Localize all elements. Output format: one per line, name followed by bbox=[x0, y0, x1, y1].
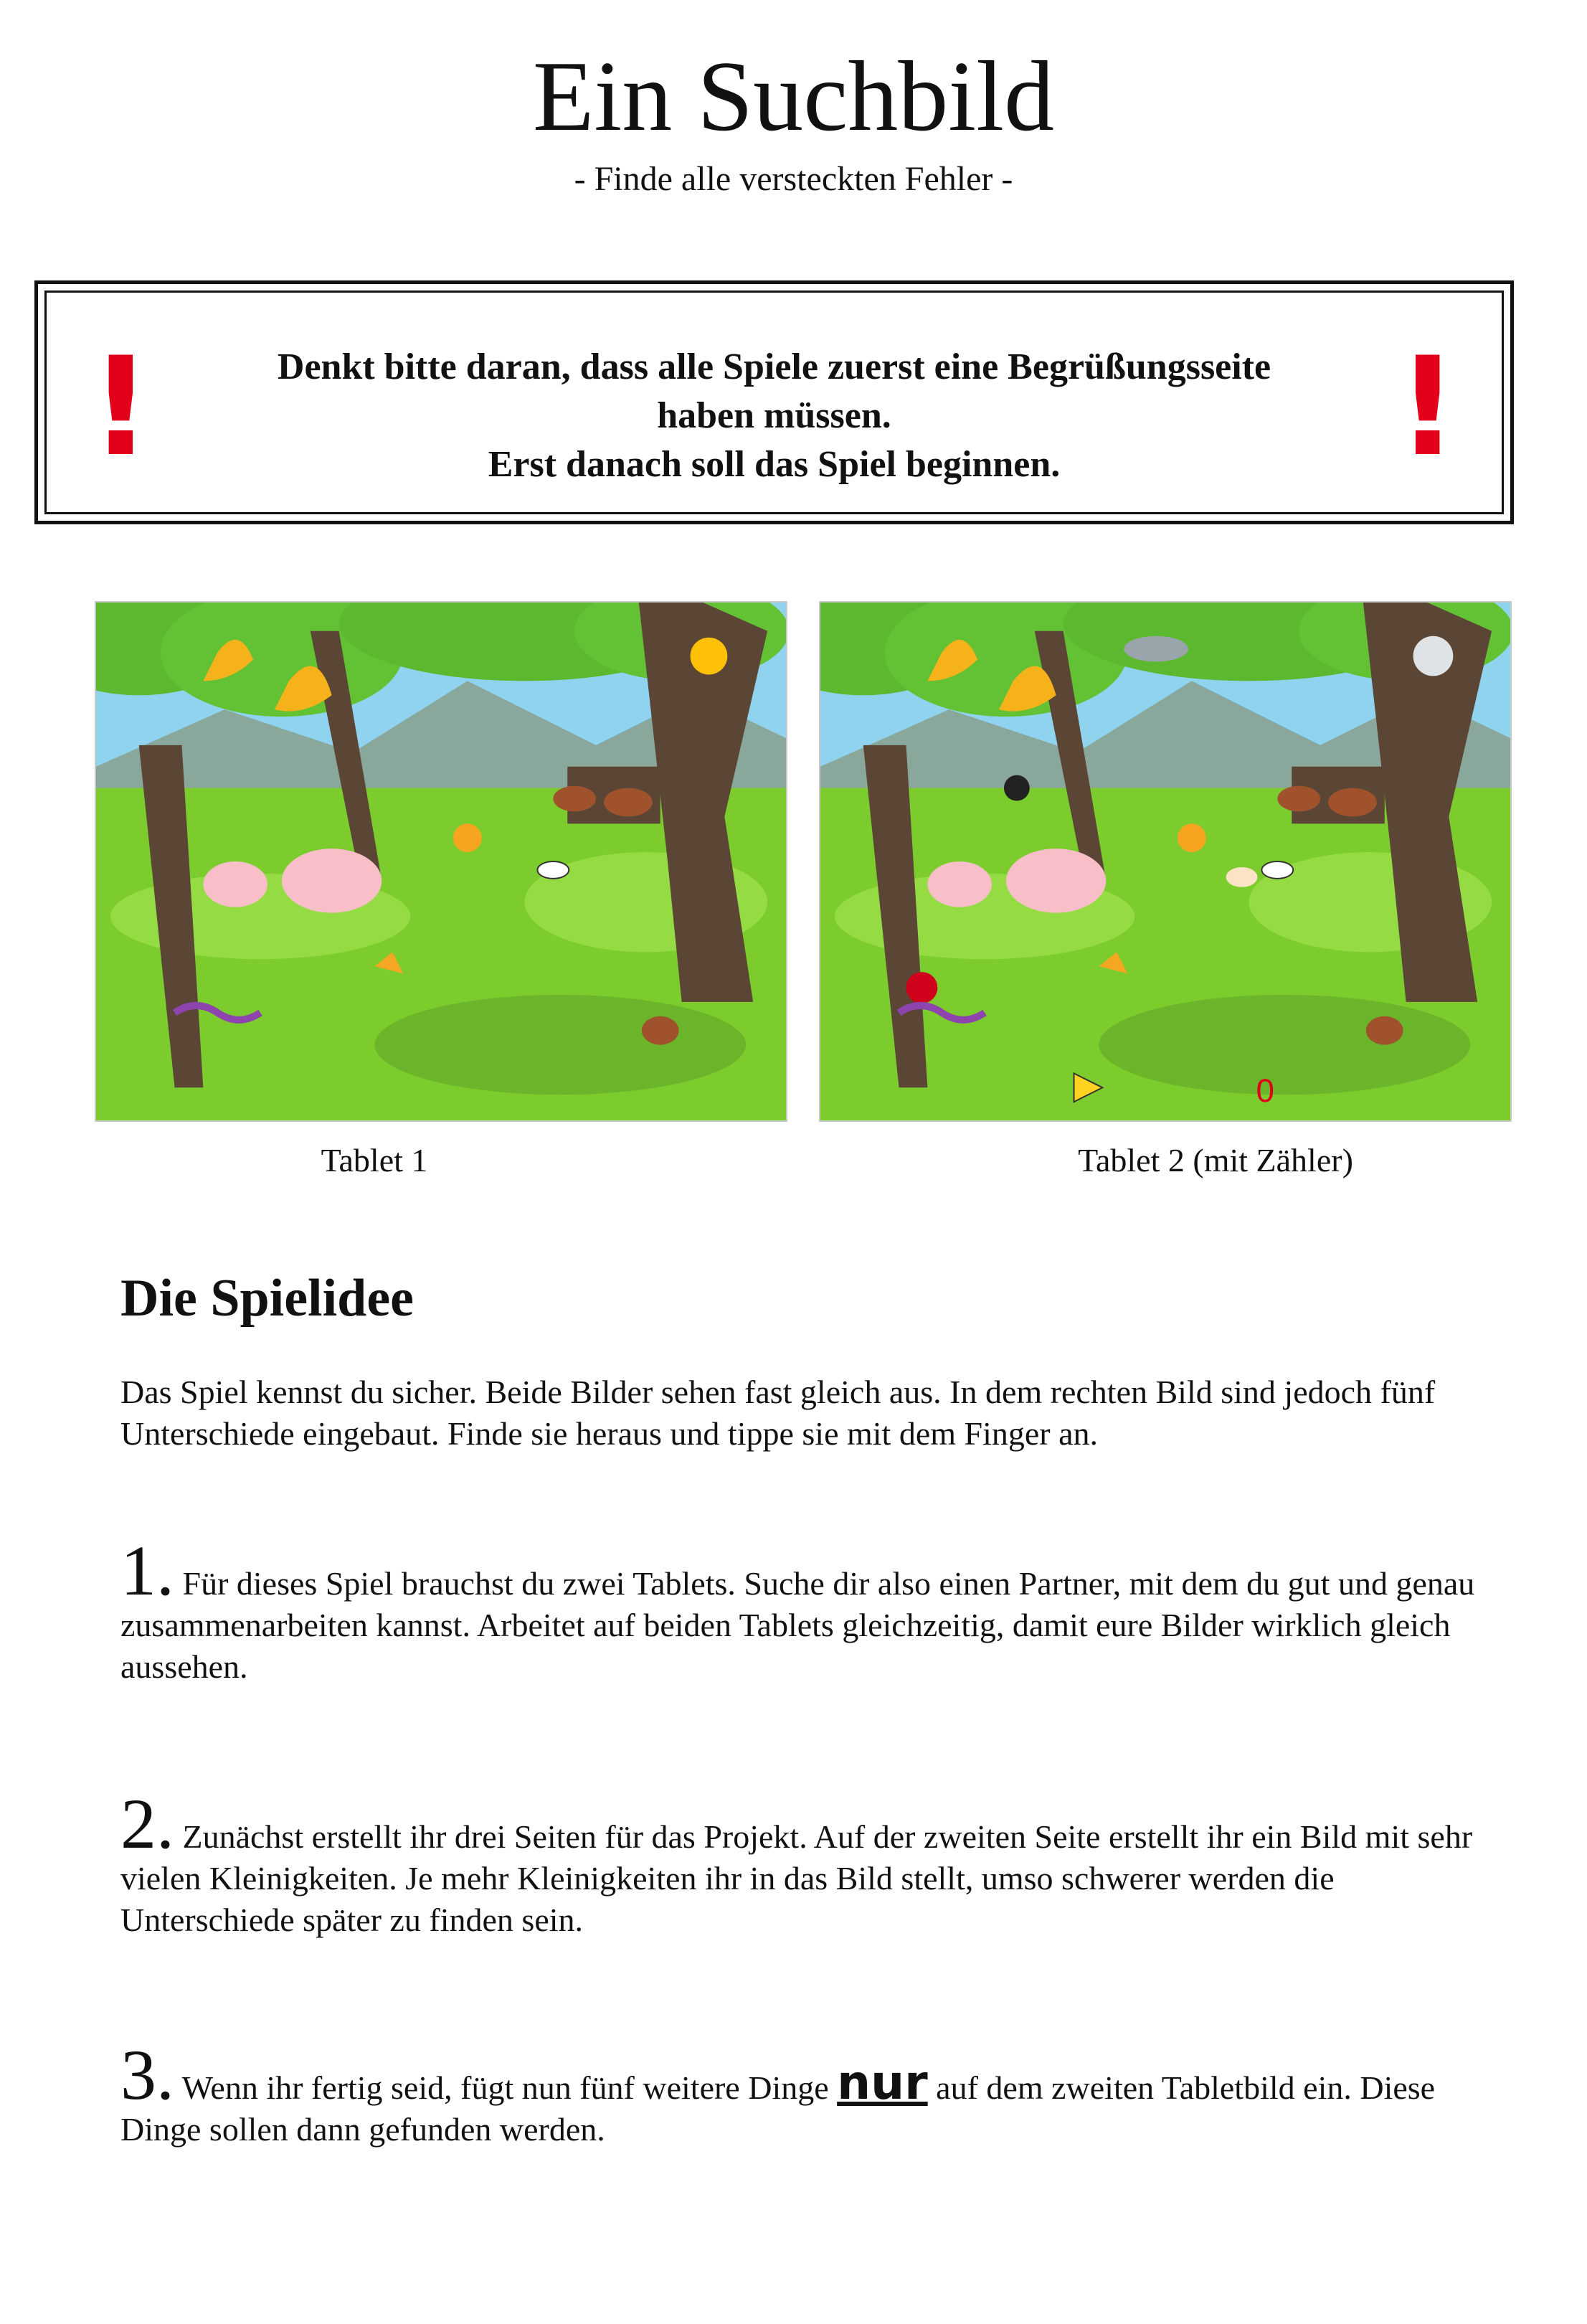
sun-icon bbox=[691, 638, 728, 675]
step-3 bbox=[120, 2035, 1483, 2150]
pig-icon bbox=[282, 849, 382, 913]
pig-icon bbox=[203, 861, 267, 907]
step-text: Zunächst erstellt ihr drei Seiten für das Projekt. Auf der zweiten Seite erstellt ihr ein Bild mit sehr vielen Kleinigkeiten. Je mehr Kleinigkeiten ihr in das Bild stellt, umso schwerer werden die Unterschiede später zu finden sein. bbox=[120, 1818, 1473, 1938]
rabbit-icon bbox=[1366, 1016, 1403, 1045]
chick-icon bbox=[453, 823, 482, 852]
emphasis-word: nur bbox=[837, 2055, 928, 2110]
notice-inner-border bbox=[44, 290, 1504, 514]
baby-icon bbox=[1226, 867, 1258, 887]
counter-value: 0 bbox=[1256, 1072, 1274, 1110]
notice-text bbox=[161, 343, 1387, 489]
step-number: 2. bbox=[120, 1784, 174, 1864]
dog-icon bbox=[537, 861, 569, 879]
step-text: Für dieses Spiel brauchst du zwei Tablets. Suche dir also einen Partner, mit dem du gut und genau zusammenarbeiten kannst. Arbeitet auf beiden Tablets gleichzeitig, damit eure Bilder wirklich gleich aussehen. bbox=[120, 1565, 1475, 1685]
scene-illustration bbox=[820, 603, 1510, 1120]
pig-icon bbox=[927, 861, 992, 907]
step-text: Wenn ihr fertig seid, fügt nun fünf weitere Dinge bbox=[181, 2069, 829, 2106]
tablet1-caption: Tablet 1 bbox=[321, 1142, 428, 1178]
cloud-icon bbox=[1124, 636, 1188, 662]
step-number: 1. bbox=[120, 1531, 174, 1610]
pig-icon bbox=[1006, 849, 1106, 913]
dog-icon bbox=[1261, 861, 1293, 879]
page-title: Ein Suchbild bbox=[532, 41, 1055, 152]
horse-icon bbox=[553, 786, 596, 812]
step-text: auf dem zweiten Tabletbild ein. Diese Dinge sollen dann gefunden werden. bbox=[120, 2069, 1436, 2148]
moon-icon bbox=[1413, 636, 1454, 676]
notice-box bbox=[34, 280, 1514, 524]
exclamation-icon: ! bbox=[90, 328, 152, 486]
apple-icon bbox=[906, 972, 938, 1003]
scene-illustration bbox=[96, 603, 786, 1120]
tablet1-image bbox=[95, 601, 787, 1122]
horse-icon bbox=[1328, 788, 1377, 817]
fly-icon bbox=[1004, 775, 1030, 801]
page-subtitle: - Finde alle versteckten Fehler - bbox=[574, 160, 1013, 198]
step-number: 3. bbox=[120, 2035, 174, 2115]
horse-icon bbox=[1277, 786, 1320, 812]
exclamation-icon: ! bbox=[1396, 328, 1459, 486]
horse-icon bbox=[604, 788, 653, 817]
intro-paragraph: Das Spiel kennst du sicher. Beide Bilder sehen fast gleich aus. In dem rechten Bild sind jedoch fünf Unterschiede eingebaut. Finde sie heraus und tippe sie mit dem Finger an. bbox=[120, 1374, 1436, 1452]
notice-line: Erst danach soll das Spiel beginnen. bbox=[488, 444, 1061, 485]
tablet2-caption: Tablet 2 (mit Zähler) bbox=[1078, 1142, 1353, 1178]
chick-icon bbox=[1178, 823, 1206, 852]
step-1 bbox=[120, 1531, 1483, 1688]
notice-line: Denkt bitte daran, dass alle Spiele zuerst eine Begrüßungsseite bbox=[277, 346, 1271, 387]
section-heading: Die Spielidee bbox=[120, 1269, 414, 1328]
rabbit-icon bbox=[642, 1016, 679, 1045]
step-2 bbox=[120, 1784, 1483, 1941]
notice-line: haben müssen. bbox=[657, 395, 891, 436]
tablet2-image bbox=[819, 601, 1512, 1122]
